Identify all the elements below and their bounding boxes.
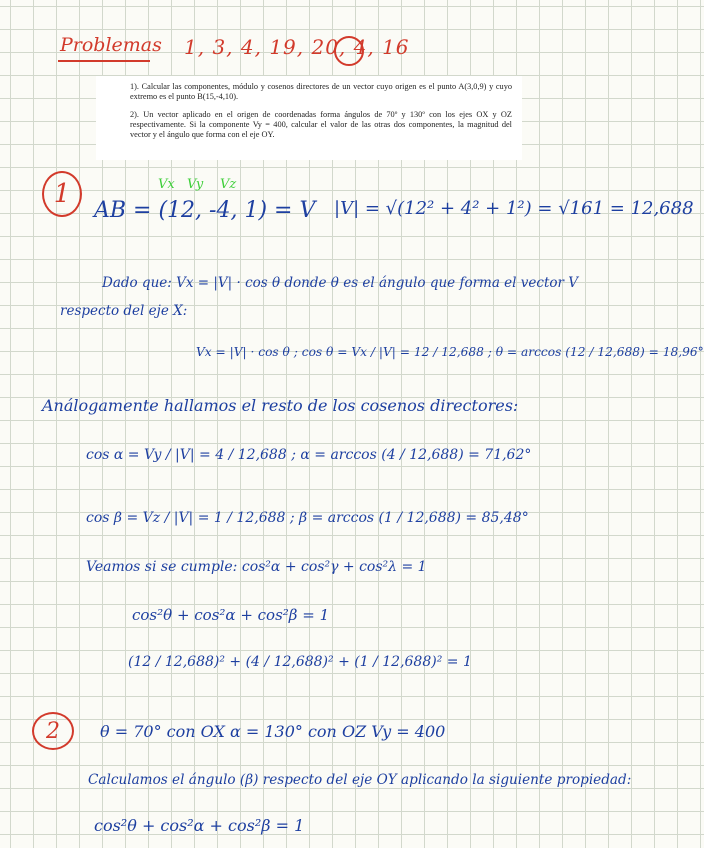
list-circle xyxy=(334,36,364,66)
analogamente-line: Análogamente hallamos el resto de los cosenos directores: xyxy=(42,396,519,415)
dado-line-2: respecto del eje X: xyxy=(60,303,188,319)
vector-ab: AB = (12, -4, 1) = V xyxy=(94,198,316,223)
problem-1-text: 1). Calcular las componentes, módulo y cosenos directores de un vector cuyo origen es el punto A(3,0,9) y cuyo extremo es el punto B(15,-4,10). xyxy=(130,82,512,101)
problem-2-digit: 2 xyxy=(46,718,60,744)
printed-problems xyxy=(96,76,522,160)
dado-line-1: Dado que: Vx = |V| · cos θ donde θ es el ángulo que forma el vector V xyxy=(102,275,578,291)
problem-1-digit: 1 xyxy=(53,179,71,209)
label-vy: Vy xyxy=(187,177,204,192)
vx-equation: Vx = |V| · cos θ ; cos θ = Vx / |V| = 12 / 12,688 ; θ = arccos (12 / 12,688) = 18,96° xyxy=(196,345,704,359)
calculamos-line: Calculamos el ángulo (β) respecto del eje OY aplicando la siguiente propiedad: xyxy=(88,772,632,788)
problem-2-text: 2). Un vector aplicado en el origen de coordenadas forma ángulos de 70º y 130º con los ejes OX y OZ respectivamente. Si la componente Vy = 400, calcular el valor de las otras dos componentes, la magnitud del vector y el ángulo que forma con el eje OY. xyxy=(130,110,512,139)
cos-beta-equation: cos β = Vz / |V| = 1 / 12,688 ; β = arccos (1 / 12,688) = 85,48° xyxy=(86,510,529,526)
cos-alpha-equation: cos α = Vy / |V| = 4 / 12,688 ; α = arccos (4 / 12,688) = 71,62° xyxy=(86,447,532,463)
sum-fractions: (12 / 12,688)² + (4 / 12,688)² + (1 / 12,688)² = 1 xyxy=(128,654,472,670)
sum-cos-squared: cos²θ + cos²α + cos²β = 1 xyxy=(132,606,330,624)
problem-1-number xyxy=(42,171,82,217)
header-title: Problemas xyxy=(60,34,162,56)
problem-2-number xyxy=(32,712,74,750)
label-vx: Vx xyxy=(158,177,175,192)
header-underline xyxy=(58,60,150,62)
label-vz: Vz xyxy=(220,177,237,192)
vector-modulus: |V| = √(12² + 4² + 1²) = √161 = 12,688 xyxy=(334,198,694,219)
last-equation: cos²θ + cos²α + cos²β = 1 xyxy=(94,816,305,835)
problem-2-givens: θ = 70° con OX α = 130° con OZ Vy = 400 xyxy=(100,722,446,741)
problem-list: 1, 3, 4, 19, 20, 4, 16 xyxy=(184,35,410,59)
veamos-line: Veamos si se cumple: cos²α + cos²γ + cos²λ = 1 xyxy=(86,559,427,575)
